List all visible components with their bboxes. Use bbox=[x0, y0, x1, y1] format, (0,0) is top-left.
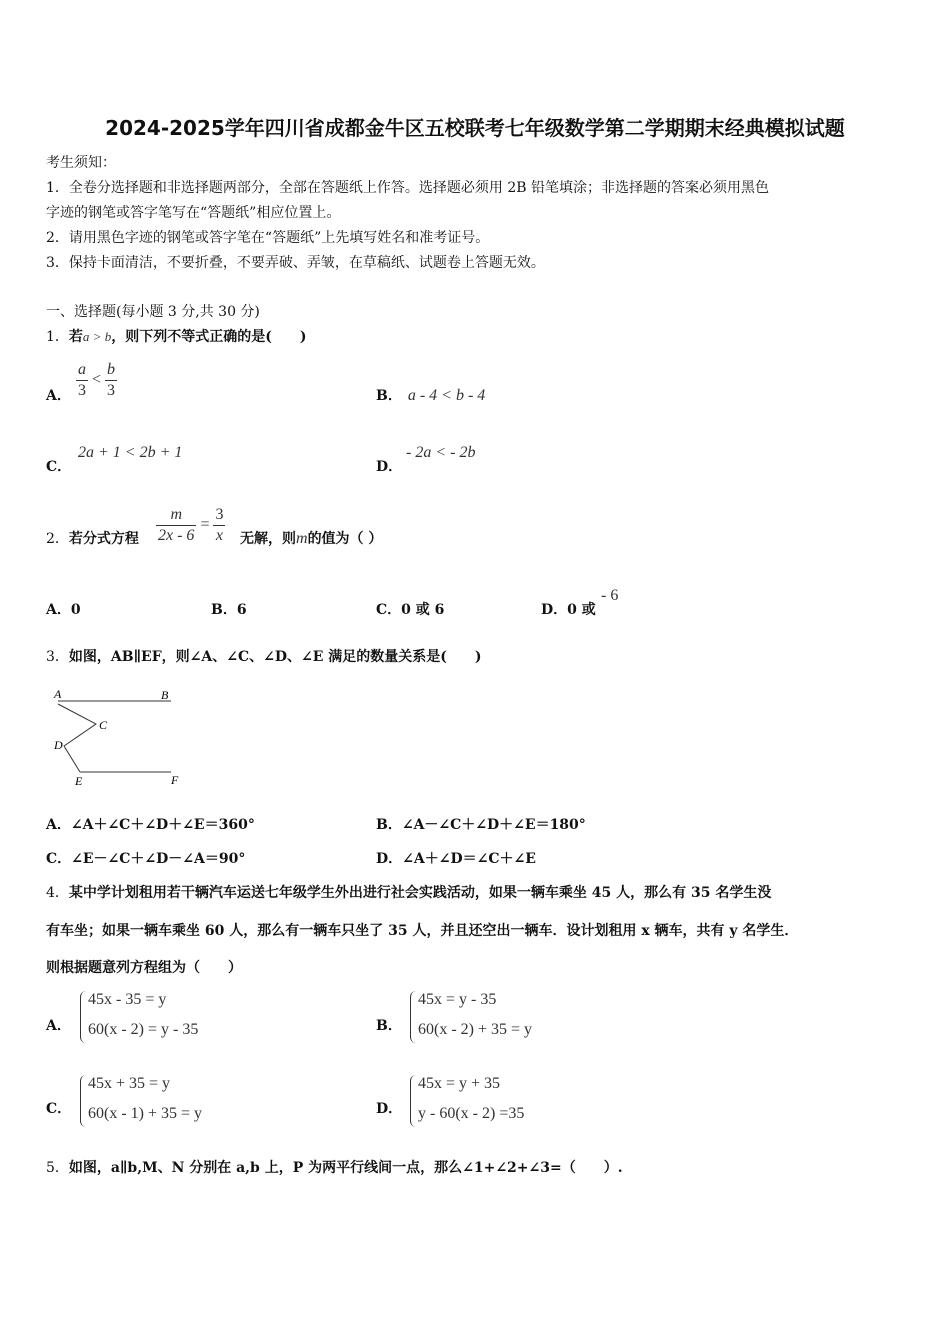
q2-equation bbox=[156, 505, 225, 546]
point-label-f: F bbox=[171, 773, 179, 787]
question-number: 4． bbox=[46, 885, 69, 901]
brace-icon bbox=[80, 991, 87, 1043]
option-label: D． bbox=[376, 1101, 403, 1117]
equation-1: 45x = y - 35 bbox=[418, 991, 497, 1008]
option-a[interactable] bbox=[46, 387, 71, 405]
equation-2: 60(x - 2) + 35 = y bbox=[418, 1021, 533, 1038]
option-d[interactable]: D．0 或 bbox=[541, 602, 596, 618]
option-label: B． bbox=[376, 388, 402, 404]
question-number: 1． bbox=[46, 329, 69, 345]
section-heading: 一、选择题(每小题 3 分,共 30 分) bbox=[46, 304, 260, 320]
option-a[interactable]: A．∠A＋∠C＋∠D＋∠E＝360° bbox=[46, 817, 255, 833]
option-b[interactable]: B．6 bbox=[211, 602, 247, 618]
fraction-denominator: x bbox=[213, 525, 225, 546]
math-operator: = bbox=[200, 516, 210, 534]
equation-1: 45x - 35 = y bbox=[88, 991, 167, 1008]
page-title: 2024-2025学年四川省成都金牛区五校联考七年级数学第二学期期末经典模拟试题 bbox=[105, 116, 845, 140]
question-text: ，则下列不等式正确的是( ) bbox=[111, 329, 307, 345]
option-label: B． bbox=[376, 1018, 402, 1034]
question-text: 若分式方程 bbox=[68, 531, 139, 547]
option-b[interactable] bbox=[376, 387, 485, 405]
notice-item-2: 2．请用黑色字迹的钢笔或答字笔在“答题纸”上先填写姓名和准考证号。 bbox=[46, 230, 490, 246]
question-number: 3． bbox=[46, 649, 69, 665]
option-c[interactable]: C．∠E－∠C＋∠D－∠A＝90° bbox=[46, 851, 246, 867]
fraction-numerator: 3 bbox=[215, 506, 224, 523]
option-d[interactable] bbox=[376, 458, 402, 476]
point-label-c: C bbox=[99, 718, 108, 732]
option-d-math: - 6 bbox=[601, 587, 619, 604]
geometry-figure bbox=[44, 684, 194, 794]
math-variable: m bbox=[296, 530, 308, 547]
fraction-denominator: 3 bbox=[107, 382, 116, 399]
question-text: 某中学计划租用若干辆汽车运送七年级学生外出进行社会实践活动，如果一辆车乘坐 45 人，那么有 35 名学生没 bbox=[68, 885, 772, 901]
option-label: A． bbox=[46, 1018, 71, 1034]
option-b[interactable]: B．∠A－∠C＋∠D＋∠E＝180° bbox=[376, 817, 586, 833]
brace-icon bbox=[410, 991, 417, 1043]
point-label-a: A bbox=[54, 687, 62, 701]
fraction-numerator: m bbox=[170, 506, 182, 523]
brace-icon bbox=[80, 1075, 87, 1127]
equation-2: 60(x - 1) + 35 = y bbox=[88, 1105, 203, 1122]
option-c[interactable] bbox=[46, 458, 71, 476]
math-operator: < bbox=[92, 371, 102, 389]
option-d[interactable]: D．∠A＋∠D＝∠C＋∠E bbox=[376, 851, 536, 867]
option-c[interactable]: C．0 或 6 bbox=[376, 602, 445, 618]
option-label: C． bbox=[46, 1101, 72, 1117]
option-a-math bbox=[76, 360, 117, 401]
math-expression: a - 4 < b - 4 bbox=[407, 387, 486, 404]
equation-2: 60(x - 2) = y - 35 bbox=[88, 1021, 199, 1038]
math-expression: a > b bbox=[82, 329, 112, 344]
question-number: 5． bbox=[46, 1160, 69, 1176]
question-5 bbox=[46, 1159, 623, 1177]
question-4-line-3: 则根据题意列方程组为（ ） bbox=[46, 960, 242, 976]
option-c[interactable] bbox=[46, 1100, 71, 1118]
option-label: C． bbox=[46, 459, 72, 475]
option-a[interactable] bbox=[46, 1017, 71, 1035]
question-3 bbox=[46, 648, 482, 666]
option-a[interactable]: A．0 bbox=[46, 602, 81, 618]
question-text: 若 bbox=[68, 329, 83, 345]
option-label: A． bbox=[46, 388, 71, 404]
notice-item-1: 1．全卷分选择题和非选择题两部分，全部在答题纸上作答。选择题必须用 2B 铅笔填涂；非选择题的答案必须用黑色 bbox=[46, 180, 769, 196]
fraction-denominator: 2x - 6 bbox=[158, 527, 195, 544]
notice-heading: 考生须知： bbox=[46, 155, 116, 171]
fraction-numerator: b bbox=[107, 361, 116, 378]
brace-icon bbox=[410, 1075, 417, 1127]
question-4 bbox=[46, 884, 771, 902]
option-b[interactable] bbox=[376, 1017, 402, 1035]
line-acde bbox=[58, 704, 96, 772]
question-2 bbox=[46, 530, 139, 548]
equation-2: y - 60(x - 2) =35 bbox=[418, 1105, 525, 1122]
fraction-denominator: 3 bbox=[78, 382, 86, 399]
option-d[interactable] bbox=[376, 1100, 402, 1118]
fraction-numerator: a bbox=[78, 361, 86, 378]
notice-item-3: 3．保持卡面清洁，不要折叠，不要弄破、弄皱，在草稿纸、试题卷上答题无效。 bbox=[46, 255, 545, 271]
option-label: D． bbox=[376, 459, 403, 475]
option-d-math: - 2a < - 2b bbox=[406, 444, 476, 461]
notice-item-1-cont: 字迹的钢笔或答字笔写在“答题纸”相应位置上。 bbox=[46, 205, 341, 221]
question-number: 2． bbox=[46, 531, 69, 547]
question-text: 如图，a∥b,M、N 分别在 a,b 上，P 为两平行线间一点，那么∠1+∠2+∠3=（ ）. bbox=[68, 1160, 623, 1176]
point-label-e: E bbox=[75, 774, 83, 788]
equation-1: 45x = y + 35 bbox=[418, 1075, 501, 1092]
question-text: 的值为（ ） bbox=[307, 531, 383, 547]
question-4-line-2: 有车坐；如果一辆车乘坐 60 人，那么有一辆车只坐了 35 人，并且还空出一辆车．设计划租用 x 辆车，共有 y 名学生． bbox=[46, 923, 799, 939]
question-text: 无解，则 bbox=[240, 531, 296, 547]
question-1 bbox=[46, 328, 306, 346]
option-c-math: 2a + 1 < 2b + 1 bbox=[78, 444, 183, 461]
point-label-d: D bbox=[54, 738, 63, 752]
point-label-b: B bbox=[161, 688, 169, 702]
question-2-tail bbox=[240, 530, 382, 548]
equation-1: 45x + 35 = y bbox=[88, 1075, 171, 1092]
question-text: 如图，AB∥EF，则∠A、∠C、∠D、∠E 满足的数量关系是( ) bbox=[68, 649, 482, 665]
